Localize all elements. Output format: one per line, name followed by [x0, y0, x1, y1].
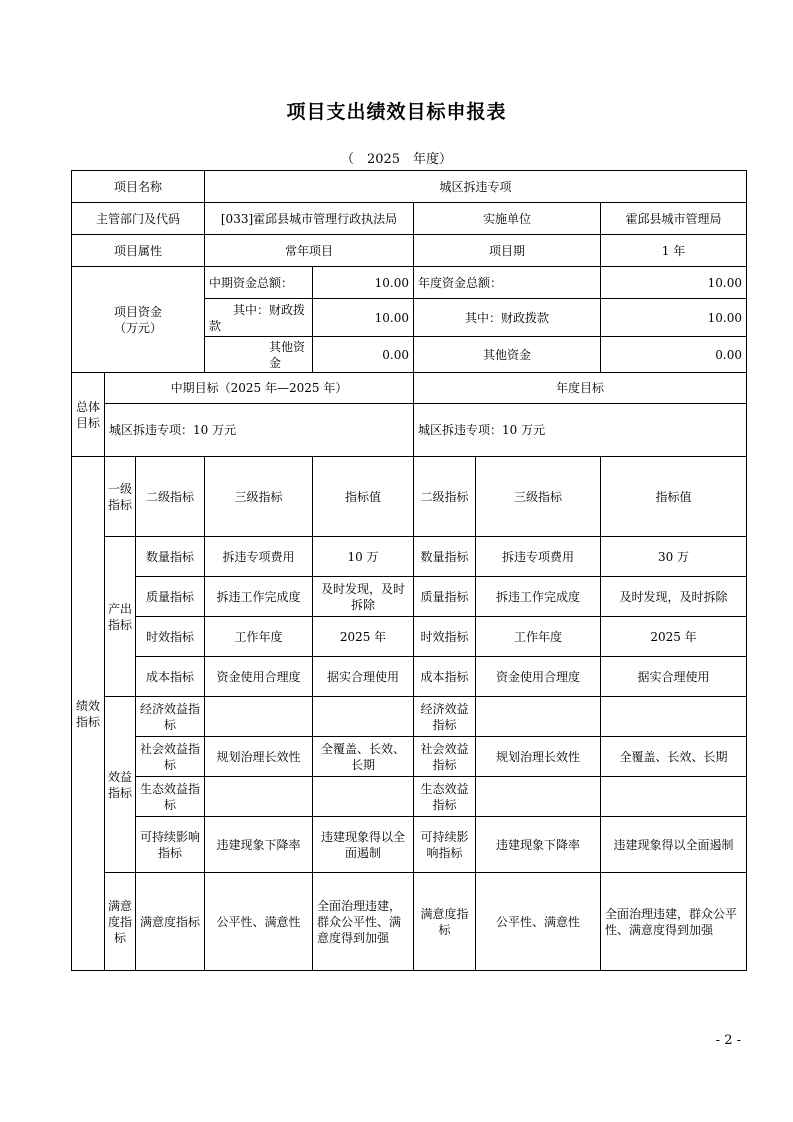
annual-goal-header: 年度目标: [414, 373, 747, 404]
page-number: - 2 -: [715, 1033, 741, 1048]
table-cell: 质量指标: [414, 577, 476, 617]
overall-goal-label: 总体目标: [72, 373, 105, 457]
annual-other-value: 0.00: [601, 337, 747, 373]
mid-goal-header: 中期目标（2025 年—2025 年）: [105, 373, 414, 404]
table-cell: 满意度指标: [136, 873, 205, 971]
table-cell: 资金使用合理度: [476, 657, 601, 697]
table-cell: 拆违工作完成度: [205, 577, 313, 617]
row-indicator-header: [72, 457, 747, 537]
row-project-name: [72, 171, 747, 203]
table-cell: 工作年度: [476, 617, 601, 657]
row-attr: [72, 235, 747, 267]
table-cell: 满意度指标: [414, 873, 476, 971]
mid-other-label: 其他资金: [205, 337, 313, 373]
table-cell: 30 万: [601, 537, 747, 577]
year-line: （ 2025 年度）: [340, 152, 453, 167]
satisfaction-indicator-label: 满意度指标: [105, 873, 136, 971]
mid-total-value: 10.00: [313, 267, 414, 299]
table-row: [72, 777, 747, 817]
table-cell: 经济效益指标: [414, 697, 476, 737]
table-cell: [313, 777, 414, 817]
ann-value-header: 指标值: [601, 457, 747, 537]
dept-label: 主管部门及代码: [72, 203, 205, 235]
annual-goal-text: 城区拆违专项：10 万元: [414, 404, 747, 457]
row-goal-content: [72, 404, 747, 457]
annual-total-label: 年度资金总额：: [414, 267, 601, 299]
funds-label-line1: 项目资金: [114, 304, 163, 319]
table-row: [72, 697, 747, 737]
table-cell: 可持续影响指标: [414, 817, 476, 873]
table-cell: 全面治理违建，群众公平性、满意度得到加强: [601, 873, 747, 971]
table-cell: [476, 697, 601, 737]
impl-unit-value: 霍邱县城市管理局: [601, 203, 747, 235]
table-cell: 社会效益指标: [414, 737, 476, 777]
table-cell: 工作年度: [205, 617, 313, 657]
table-cell: 公平性、满意性: [476, 873, 601, 971]
table-cell: [601, 697, 747, 737]
table-cell: 据实合理使用: [601, 657, 747, 697]
table-cell: 2025 年: [313, 617, 414, 657]
mid-other-value: 0.00: [313, 337, 414, 373]
table-cell: 生态效益指标: [136, 777, 205, 817]
row-dept: [72, 203, 747, 235]
table-cell: 违建现象下降率: [205, 817, 313, 873]
annual-total-value: 10.00: [601, 267, 747, 299]
table-cell: 时效指标: [414, 617, 476, 657]
table-row: [72, 617, 747, 657]
period-value: 1 年: [601, 235, 747, 267]
project-name-label: 项目名称: [72, 171, 205, 203]
impl-unit-label: 实施单位: [414, 203, 601, 235]
attr-label: 项目属性: [72, 235, 205, 267]
perf-indicator-label: 绩效指标: [72, 457, 105, 971]
mid-goal-text: 城区拆违专项：10 万元: [105, 404, 414, 457]
table-row: [72, 737, 747, 777]
mid-fiscal-value: 10.00: [313, 299, 414, 337]
table-cell: 违建现象下降率: [476, 817, 601, 873]
period-label: 项目期: [414, 235, 601, 267]
table-cell: 成本指标: [414, 657, 476, 697]
mid-total-label: 中期资金总额：: [205, 267, 313, 299]
annual-fiscal-label: 其中：财政拨款: [414, 299, 601, 337]
table-cell: 违建现象得以全面遏制: [313, 817, 414, 873]
mid-level3-header: 三级指标: [205, 457, 313, 537]
table-row: [72, 577, 747, 617]
mid-level2-header: 二级指标: [136, 457, 205, 537]
table-cell: 全覆盖、长效、长期: [601, 737, 747, 777]
table-cell: 资金使用合理度: [205, 657, 313, 697]
table-row: [72, 873, 747, 971]
table-row: [72, 657, 747, 697]
output-indicator-label: 产出指标: [105, 537, 136, 697]
table-cell: 数量指标: [414, 537, 476, 577]
dept-value: [033]霍邱县城市管理行政执法局: [205, 203, 414, 235]
table-cell: 违建现象得以全面遏制: [601, 817, 747, 873]
table-cell: 10 万: [313, 537, 414, 577]
mid-fiscal-label: 其中：财政拨款: [205, 299, 313, 337]
table-cell: 社会效益指标: [136, 737, 205, 777]
row-goal-headers: [72, 373, 747, 404]
table-cell: 可持续影响指标: [136, 817, 205, 873]
table-cell: 质量指标: [136, 577, 205, 617]
table-row: [72, 817, 747, 873]
table-cell: 全面治理违建，群众公平性、满意度得到加强: [313, 873, 414, 971]
ann-level2-header: 二级指标: [414, 457, 476, 537]
page-title: 项目支出绩效目标申报表: [286, 101, 507, 123]
table-cell: 规划治理长效性: [205, 737, 313, 777]
table-cell: 生态效益指标: [414, 777, 476, 817]
table-cell: 公平性、满意性: [205, 873, 313, 971]
table-cell: 数量指标: [136, 537, 205, 577]
table-cell: [205, 697, 313, 737]
table-cell: [313, 697, 414, 737]
benefit-indicator-label: 效益指标: [105, 697, 136, 873]
table-cell: 及时发现，及时拆除: [313, 577, 414, 617]
table-cell: 全覆盖、长效、长期: [313, 737, 414, 777]
ann-level3-header: 三级指标: [476, 457, 601, 537]
attr-value: 常年项目: [205, 235, 414, 267]
annual-fiscal-value: 10.00: [601, 299, 747, 337]
table-cell: 经济效益指标: [136, 697, 205, 737]
table-cell: [601, 777, 747, 817]
table-cell: 据实合理使用: [313, 657, 414, 697]
funds-label-line2: （万元）: [114, 320, 163, 335]
row-funds-total: [72, 267, 747, 299]
funds-label: [72, 267, 205, 373]
table-cell: 拆违工作完成度: [476, 577, 601, 617]
table-cell: 2025 年: [601, 617, 747, 657]
table-cell: [476, 777, 601, 817]
table-row: [72, 537, 747, 577]
table-cell: 规划治理长效性: [476, 737, 601, 777]
table-cell: 时效指标: [136, 617, 205, 657]
performance-goal-table: [71, 170, 747, 971]
annual-other-label: 其他资金: [414, 337, 601, 373]
mid-value-header: 指标值: [313, 457, 414, 537]
table-cell: 成本指标: [136, 657, 205, 697]
table-cell: 及时发现，及时拆除: [601, 577, 747, 617]
table-cell: 拆违专项费用: [205, 537, 313, 577]
table-cell: [205, 777, 313, 817]
table-cell: 拆违专项费用: [476, 537, 601, 577]
project-name-value: 城区拆违专项: [205, 171, 747, 203]
level1-header: 一级指标: [105, 457, 136, 537]
